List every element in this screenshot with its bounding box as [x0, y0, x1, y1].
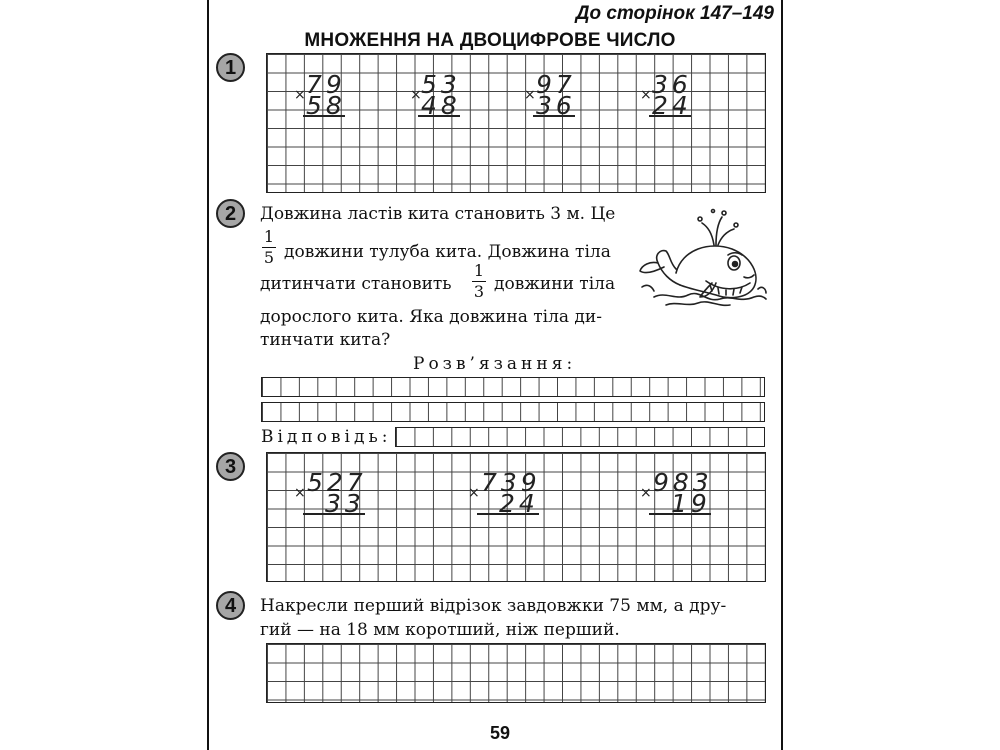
underline	[649, 115, 691, 117]
underline	[649, 513, 711, 515]
fraction-numerator: 1	[473, 261, 485, 280]
multiply-sign: ×	[524, 87, 536, 103]
multiply-sign: ×	[410, 87, 422, 103]
bottom-factor: 24	[499, 489, 539, 518]
solution-row-2[interactable]	[261, 402, 765, 422]
multiply-sign: ×	[294, 485, 306, 501]
bottom-factor: 24	[652, 91, 692, 120]
multiply-sign: ×	[468, 485, 480, 501]
top-factor: 53	[421, 70, 461, 99]
answer-label: Відповідь:	[261, 427, 392, 447]
task-2-number: 2	[216, 199, 245, 228]
task-4-line-2: гий — на 18 мм коротший, ніж перший.	[260, 620, 620, 640]
underline	[418, 115, 460, 117]
page-number: 59	[489, 723, 511, 743]
underline	[477, 513, 539, 515]
multiply-sign: ×	[294, 87, 306, 103]
underline	[303, 115, 345, 117]
task-2-line-5: тинчати кита?	[260, 330, 391, 350]
task-2-line-2: довжини тулуба кита. Довжина тіла	[284, 242, 611, 262]
fraction-one-fifth	[262, 228, 276, 267]
fraction-numerator: 1	[263, 227, 275, 246]
bottom-factor: 33	[325, 489, 365, 518]
top-factor: 983	[653, 468, 713, 497]
bottom-factor: 48	[421, 91, 461, 120]
task-3-number: 3	[216, 452, 245, 481]
multiply-sign: ×	[640, 485, 652, 501]
fraction-one-third	[472, 262, 486, 301]
multiply-sign: ×	[640, 87, 652, 103]
solution-row-1[interactable]	[261, 377, 765, 397]
task-2-line-1: Довжина ластів кита становить 3 м. Це	[260, 204, 616, 224]
task-2-line-3b: довжини тіла	[494, 274, 616, 294]
bottom-factor: 58	[306, 91, 346, 120]
whale-illustration	[636, 205, 768, 310]
fraction-denominator: 3	[473, 282, 485, 301]
fraction-denominator: 5	[263, 248, 275, 267]
task-2-line-3a: дитинчати становить	[260, 274, 452, 294]
answer-row[interactable]	[395, 427, 765, 447]
underline	[303, 513, 365, 515]
task-4-number: 4	[216, 591, 245, 620]
bottom-factor: 19	[671, 489, 711, 518]
page-title: МНОЖЕННЯ НА ДВОЦИФРОВЕ ЧИСЛО	[304, 30, 676, 51]
top-factor: 527	[307, 468, 367, 497]
top-factor: 36	[652, 70, 692, 99]
top-factor: 739	[481, 468, 541, 497]
bottom-factor: 36	[536, 91, 576, 120]
task-1-number: 1	[216, 53, 245, 82]
task-4-grid[interactable]	[266, 643, 766, 703]
task-2-line-4: дорослого кита. Яка довжина тіла ди-	[260, 307, 602, 327]
top-factor: 97	[536, 70, 576, 99]
solution-label: Розв’язання:	[413, 354, 577, 374]
task-4-line-1: Накресли перший відрізок завдовжки 75 мм, а дру-	[260, 596, 727, 616]
top-factor: 79	[306, 70, 346, 99]
underline	[533, 115, 575, 117]
page-reference: До сторінок 147–149	[575, 3, 774, 24]
